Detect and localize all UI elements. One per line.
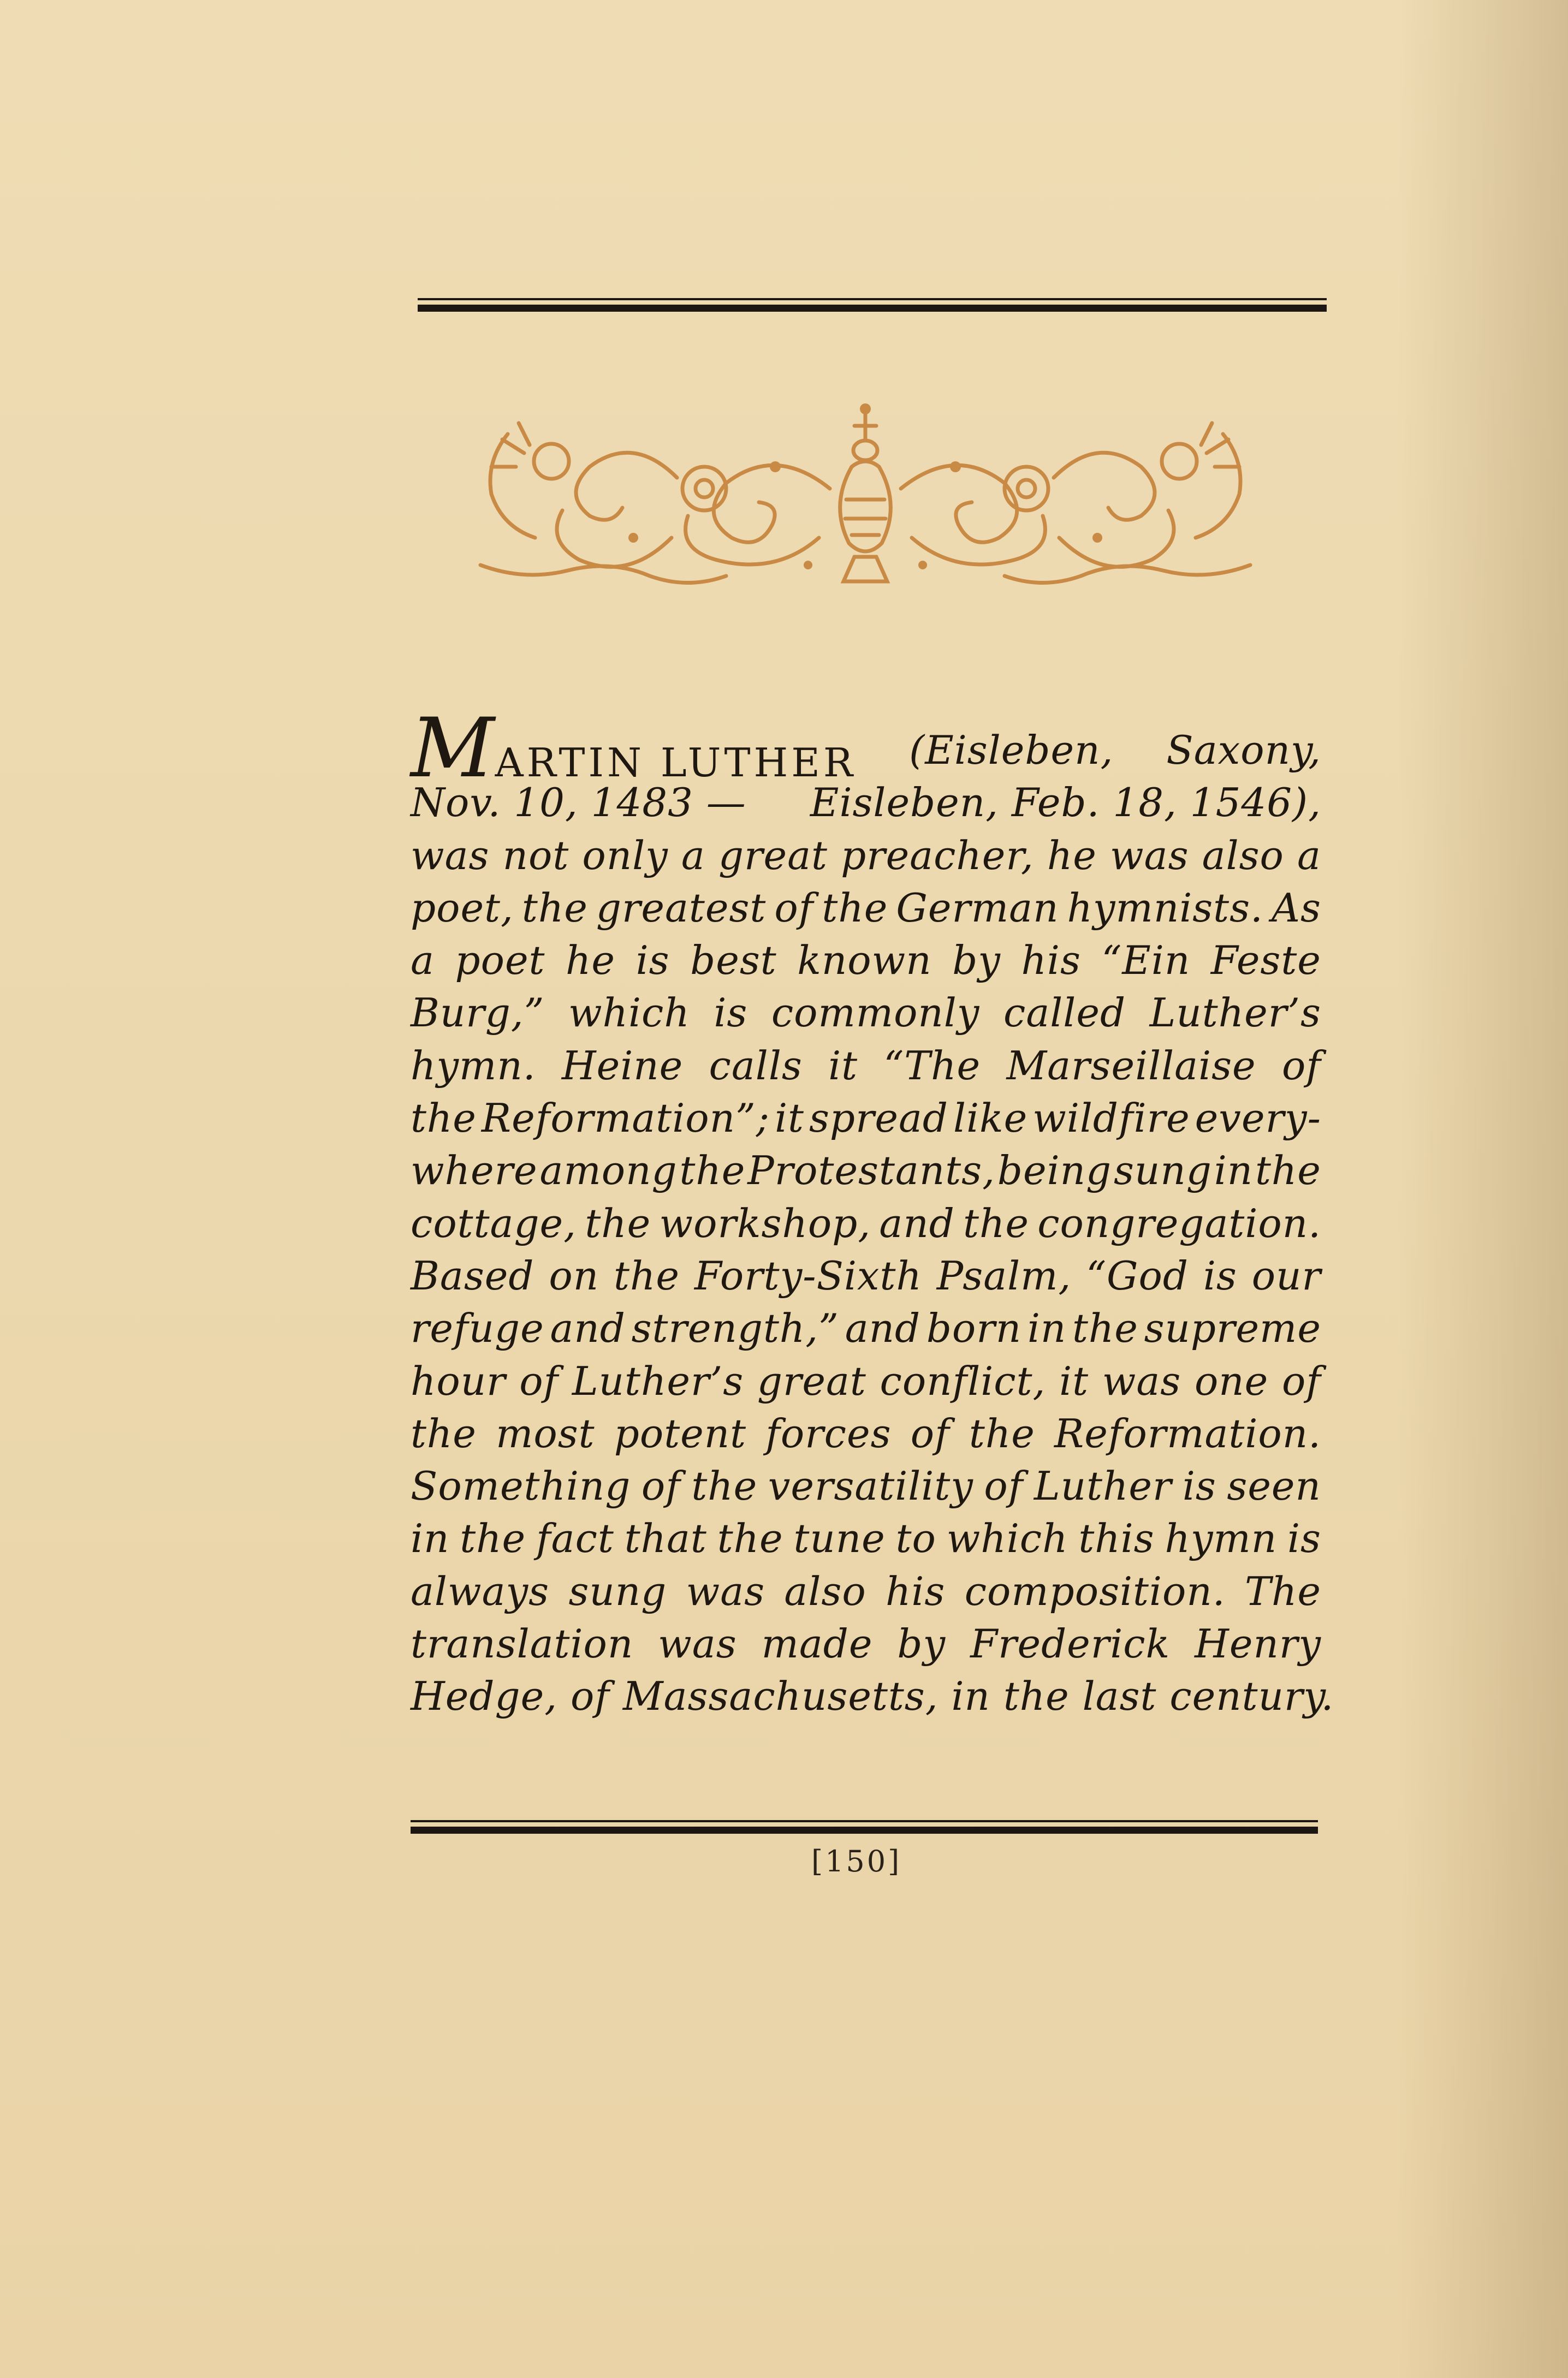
word: called xyxy=(1003,990,1126,1036)
word: he xyxy=(566,937,616,984)
word: supreme xyxy=(1144,1305,1321,1352)
word: wildfire xyxy=(1032,1095,1190,1142)
word: spread xyxy=(809,1095,949,1142)
text-line-8 xyxy=(411,1092,1321,1144)
word: was xyxy=(686,1568,765,1614)
text-line-7 xyxy=(411,1039,1321,1092)
word: “God xyxy=(1086,1252,1189,1299)
word: workshop, xyxy=(659,1200,871,1246)
text-line-11 xyxy=(411,1250,1321,1302)
word: he xyxy=(1047,832,1097,878)
word: is xyxy=(1182,1463,1216,1509)
word: was xyxy=(1102,1358,1181,1404)
word: best xyxy=(690,937,777,984)
word: the xyxy=(614,1252,680,1299)
word: cottage, xyxy=(411,1200,577,1246)
word: congregation. xyxy=(1037,1200,1321,1246)
word: composition. xyxy=(964,1568,1226,1614)
word: Henry xyxy=(1195,1621,1321,1667)
word: his xyxy=(886,1568,946,1614)
word: Frederick xyxy=(970,1621,1171,1667)
word: greatest xyxy=(596,884,767,931)
word: Marseillaise xyxy=(1006,1042,1256,1089)
word: the xyxy=(717,1515,783,1562)
word: is xyxy=(1203,1252,1237,1299)
word: made xyxy=(761,1621,873,1667)
word: Forty-Sixth xyxy=(694,1252,922,1299)
word: The xyxy=(1244,1568,1321,1614)
word: the xyxy=(411,1410,477,1456)
word: this xyxy=(1078,1515,1155,1562)
word: of xyxy=(1281,1042,1321,1089)
word: also xyxy=(1202,832,1284,878)
word: “Ein xyxy=(1101,937,1191,984)
biography-text xyxy=(411,701,1334,1723)
word: refuge xyxy=(411,1305,544,1352)
word: the xyxy=(969,1410,1035,1456)
text-line-14 xyxy=(411,1407,1321,1460)
top-rule-thick xyxy=(418,305,1327,312)
word: and xyxy=(879,1200,955,1246)
word: is xyxy=(714,990,748,1036)
word: which xyxy=(946,1515,1068,1562)
word: As xyxy=(1271,884,1321,931)
text-line-9 xyxy=(411,1144,1321,1197)
word: where xyxy=(411,1148,538,1194)
word: commonly xyxy=(771,990,980,1036)
text-fragment: Eisleben, Feb. 18, 1546), xyxy=(810,780,1321,826)
text-fragment: Saxony, xyxy=(1166,727,1321,773)
word: the xyxy=(1255,1148,1321,1194)
word: a xyxy=(1297,832,1321,878)
word: Based xyxy=(411,1252,534,1299)
word: hymn xyxy=(1165,1515,1278,1562)
word: Psalm, xyxy=(936,1252,1072,1299)
text-line-1 xyxy=(411,701,1321,796)
word: of xyxy=(641,1463,681,1509)
word: by xyxy=(952,937,1001,984)
word: Protestants, xyxy=(747,1148,995,1194)
word: the xyxy=(679,1148,746,1194)
word: known xyxy=(797,937,932,984)
word: born xyxy=(926,1305,1022,1352)
word: hymn. xyxy=(411,1042,536,1089)
text-fragment: Hedge, of Massachusetts, in the last century. xyxy=(411,1673,1334,1720)
page-number: [150] xyxy=(811,1844,902,1878)
word: German xyxy=(896,884,1059,931)
word: in xyxy=(1214,1148,1254,1194)
word: in xyxy=(411,1515,450,1562)
word: the xyxy=(411,1095,477,1142)
word: one xyxy=(1194,1358,1269,1404)
word: the xyxy=(521,884,588,931)
floral-ornament-headpiece xyxy=(470,401,1261,601)
word: sung xyxy=(568,1568,667,1614)
word: not xyxy=(502,832,569,878)
word: was xyxy=(1110,832,1189,878)
text-line-3 xyxy=(411,829,1321,882)
word: to xyxy=(895,1515,936,1562)
word: the xyxy=(1072,1305,1138,1352)
word: seen xyxy=(1227,1463,1321,1509)
text-line-15 xyxy=(411,1460,1321,1512)
subject-name: ARTIN LUTHER xyxy=(495,740,857,786)
word: Reformation”; xyxy=(481,1095,770,1142)
text-line-2 xyxy=(411,776,1321,829)
word: of xyxy=(519,1358,559,1404)
word: of xyxy=(1281,1358,1321,1404)
word: also xyxy=(784,1568,866,1614)
word: among xyxy=(539,1148,678,1194)
word: forces xyxy=(765,1410,892,1456)
word: great xyxy=(718,832,828,878)
text-fragment: (Eisleben, xyxy=(909,727,1114,773)
word: which xyxy=(568,990,690,1036)
word: our xyxy=(1251,1252,1321,1299)
word: Something xyxy=(411,1463,631,1509)
word: every- xyxy=(1195,1095,1321,1142)
word: of xyxy=(774,884,814,931)
word: the xyxy=(585,1200,651,1246)
text-line-17 xyxy=(411,1565,1321,1618)
word: Burg,” xyxy=(411,990,545,1036)
word: of xyxy=(910,1410,950,1456)
word: poet, xyxy=(411,884,514,931)
word: is xyxy=(1287,1515,1321,1562)
word: Luther’s xyxy=(1149,990,1321,1036)
word: and xyxy=(550,1305,626,1352)
word: and xyxy=(845,1305,921,1352)
word: in xyxy=(1027,1305,1067,1352)
word: a xyxy=(411,937,435,984)
word: of xyxy=(984,1463,1024,1509)
text-line-16 xyxy=(411,1512,1321,1565)
word: Feste xyxy=(1210,937,1321,984)
word: is xyxy=(635,937,670,984)
word: calls xyxy=(709,1042,803,1089)
word: Luther’s xyxy=(572,1358,744,1404)
text-line-13 xyxy=(411,1355,1321,1407)
word: was xyxy=(411,832,490,878)
word: Luther xyxy=(1034,1463,1172,1509)
word: on xyxy=(549,1252,599,1299)
word: it xyxy=(828,1042,858,1089)
word: the xyxy=(963,1200,1029,1246)
text-line-19 xyxy=(411,1670,1334,1722)
word: hymnists. xyxy=(1067,884,1263,931)
text-fragment: Nov. 10, 1483 — xyxy=(411,780,746,826)
word: Reformation. xyxy=(1054,1410,1321,1456)
word: his xyxy=(1021,937,1081,984)
word: like xyxy=(953,1095,1028,1142)
word: it xyxy=(775,1095,804,1142)
word: the xyxy=(691,1463,758,1509)
word: poet xyxy=(455,937,545,984)
text-line-10 xyxy=(411,1197,1321,1250)
word: great xyxy=(757,1358,866,1404)
word: being xyxy=(997,1148,1112,1194)
top-rule-thin xyxy=(418,298,1327,300)
text-line-4 xyxy=(411,882,1321,934)
word: translation xyxy=(411,1621,634,1667)
bottom-rule-thick xyxy=(411,1827,1318,1834)
word: hour xyxy=(411,1358,506,1404)
word: preacher, xyxy=(841,832,1034,878)
word: potent xyxy=(614,1410,747,1456)
text-line-5 xyxy=(411,934,1321,986)
word: fact xyxy=(536,1515,614,1562)
word: versatility xyxy=(768,1463,973,1509)
word: sung xyxy=(1114,1148,1212,1194)
drop-cap: M xyxy=(411,701,495,796)
text-line-12 xyxy=(411,1302,1321,1354)
text-line-6 xyxy=(411,986,1321,1039)
word: always xyxy=(411,1568,550,1614)
word: “The xyxy=(883,1042,981,1089)
word: only xyxy=(582,832,668,878)
word: conflict, xyxy=(880,1358,1046,1404)
word: it xyxy=(1059,1358,1089,1404)
word: the xyxy=(460,1515,526,1562)
bottom-rule-thin xyxy=(411,1820,1318,1822)
word: that xyxy=(624,1515,707,1562)
word: the xyxy=(822,884,888,931)
word: a xyxy=(681,832,705,878)
word: tune xyxy=(793,1515,886,1562)
word: by xyxy=(897,1621,946,1667)
word: was xyxy=(658,1621,737,1667)
text-line-18 xyxy=(411,1618,1321,1670)
word: strength,” xyxy=(631,1305,839,1352)
word: most xyxy=(496,1410,595,1456)
word: Heine xyxy=(561,1042,684,1089)
